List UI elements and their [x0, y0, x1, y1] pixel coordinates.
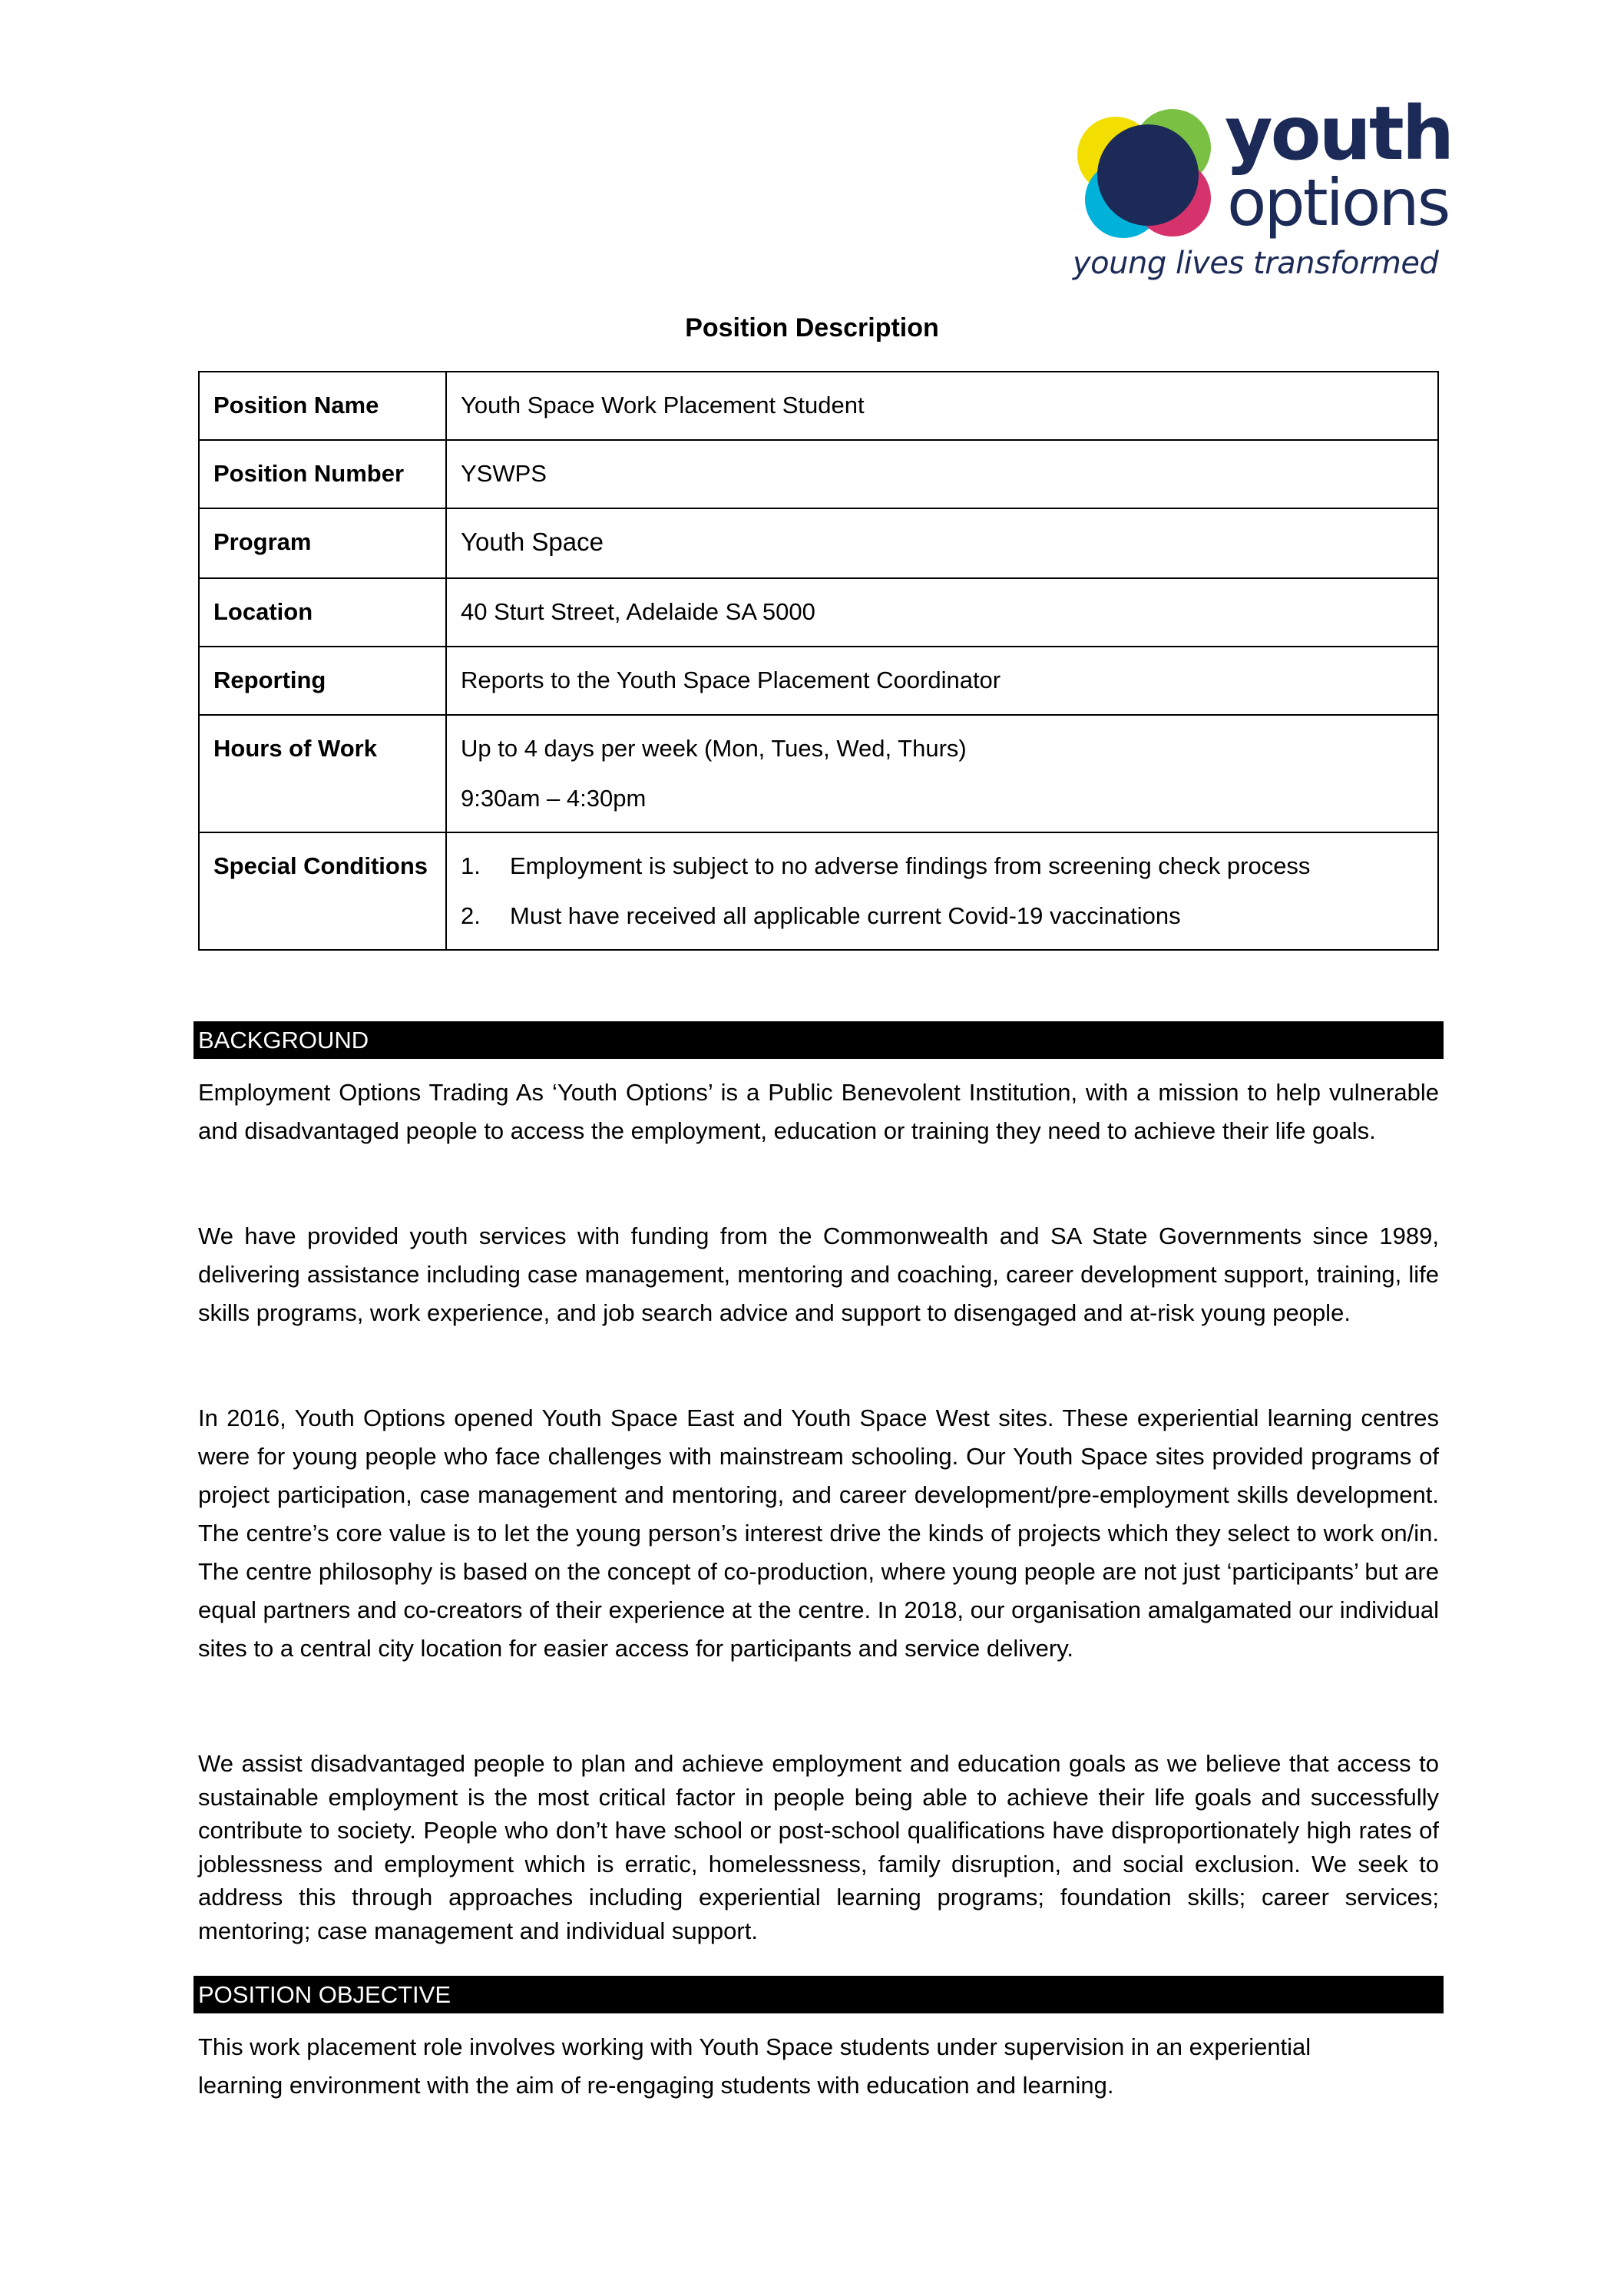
list-text: Must have received all applicable current Covid-19 vaccinations: [510, 902, 1181, 929]
logo-circles-icon: [1071, 108, 1225, 246]
logo-tagline: young lives transformed: [1073, 246, 1439, 281]
row-label: Position Number: [199, 440, 446, 508]
table-row: [199, 440, 1438, 508]
hours-value: [446, 715, 1438, 832]
position-details-table: [198, 371, 1439, 951]
hours-line: Up to 4 days per week (Mon, Tues, Wed, Thurs): [461, 735, 967, 762]
page-title: Position Description: [685, 313, 939, 342]
row-label: Location: [199, 578, 446, 647]
table-row: [199, 508, 1438, 578]
objective-paragraph: This work placement role involves working with Youth Space students under supervision in an experiential learning environment with the aim of re-engaging students with education and learning.: [198, 2033, 1311, 2099]
row-label: Position Name: [199, 372, 446, 440]
list-item: [461, 849, 1424, 883]
background-paragraph: In 2016, Youth Options opened Youth Space East and Youth Space West sites. These experiential learning centres were for young people who face challenges with mainstream schooling. Our Youth Space sites provided programs of project participation, case management and mentoring, and career development/pre-employment skills development. The centre’s core value is to let the young person’s interest drive the kinds of projects which they select to work on/in. The centre philosophy is based on the concept of co-production, where young people are not just ‘participants’ but are equal partners and co-creators of their experience at the centre. In 2018, our organisation amalgamated our individual sites to a central city location for easier access for participants and service delivery.: [198, 1404, 1439, 1662]
section-heading-background: BACKGROUND: [193, 1021, 1444, 1059]
section-heading-objective: POSITION OBJECTIVE: [193, 1976, 1444, 2013]
special-conditions-list: [446, 832, 1438, 950]
row-label: Reporting: [199, 647, 446, 715]
background-paragraph: We assist disadvantaged people to plan and achieve employment and education goals as we believe that access to sustainable employment is the most critical factor in people being able to achieve their life goals and successfully contribute to society. People who don’t have school or post-school qualifications have disproportionately high rates of joblessness and employment which is erratic, homelessness, family disruption, and social exclusion. We seek to address this through approaches including experiential learning programs; foundation skills; career services; mentoring; case management and individual support.: [198, 1750, 1439, 1944]
list-text: Employment is subject to no adverse findings from screening check process: [510, 852, 1311, 879]
background-paragraph: We have provided youth services with funding from the Commonwealth and SA State Governments since 1989, delivering assistance including case management, mentoring and coaching, career development support, training, life skills programs, work experience, and job search advice and support to disengaged and at-risk young people.: [198, 1222, 1439, 1326]
hours-time: 9:30am – 4:30pm: [461, 785, 647, 812]
background-paragraph: Employment Options Trading As ‘Youth Options’ is a Public Benevolent Institution, with a mission to help vulnerable and disadvantaged people to access the employment, education or training they need to achieve their life goals.: [198, 1079, 1439, 1144]
row-value: YSWPS: [446, 440, 1438, 508]
table-row: [199, 647, 1438, 715]
row-value: Reports to the Youth Space Placement Coordinator: [446, 647, 1438, 715]
row-value: Youth Space: [446, 508, 1438, 578]
table-row: [199, 372, 1438, 440]
table-row: [199, 832, 1438, 950]
list-item: [461, 899, 1424, 933]
row-label: Program: [199, 508, 446, 578]
logo-word-youth: youth: [1225, 91, 1453, 177]
row-value: 40 Sturt Street, Adelaide SA 5000: [446, 578, 1438, 647]
row-label: Special Conditions: [199, 832, 446, 950]
row-value: Youth Space Work Placement Student: [446, 372, 1438, 440]
table-row: [199, 715, 1438, 832]
table-row: [199, 578, 1438, 647]
row-label: Hours of Work: [199, 715, 446, 832]
list-number: 2.: [461, 902, 481, 929]
youth-options-logo: [1071, 91, 1453, 284]
logo-word-options: options: [1227, 165, 1449, 240]
list-number: 1.: [461, 852, 481, 879]
